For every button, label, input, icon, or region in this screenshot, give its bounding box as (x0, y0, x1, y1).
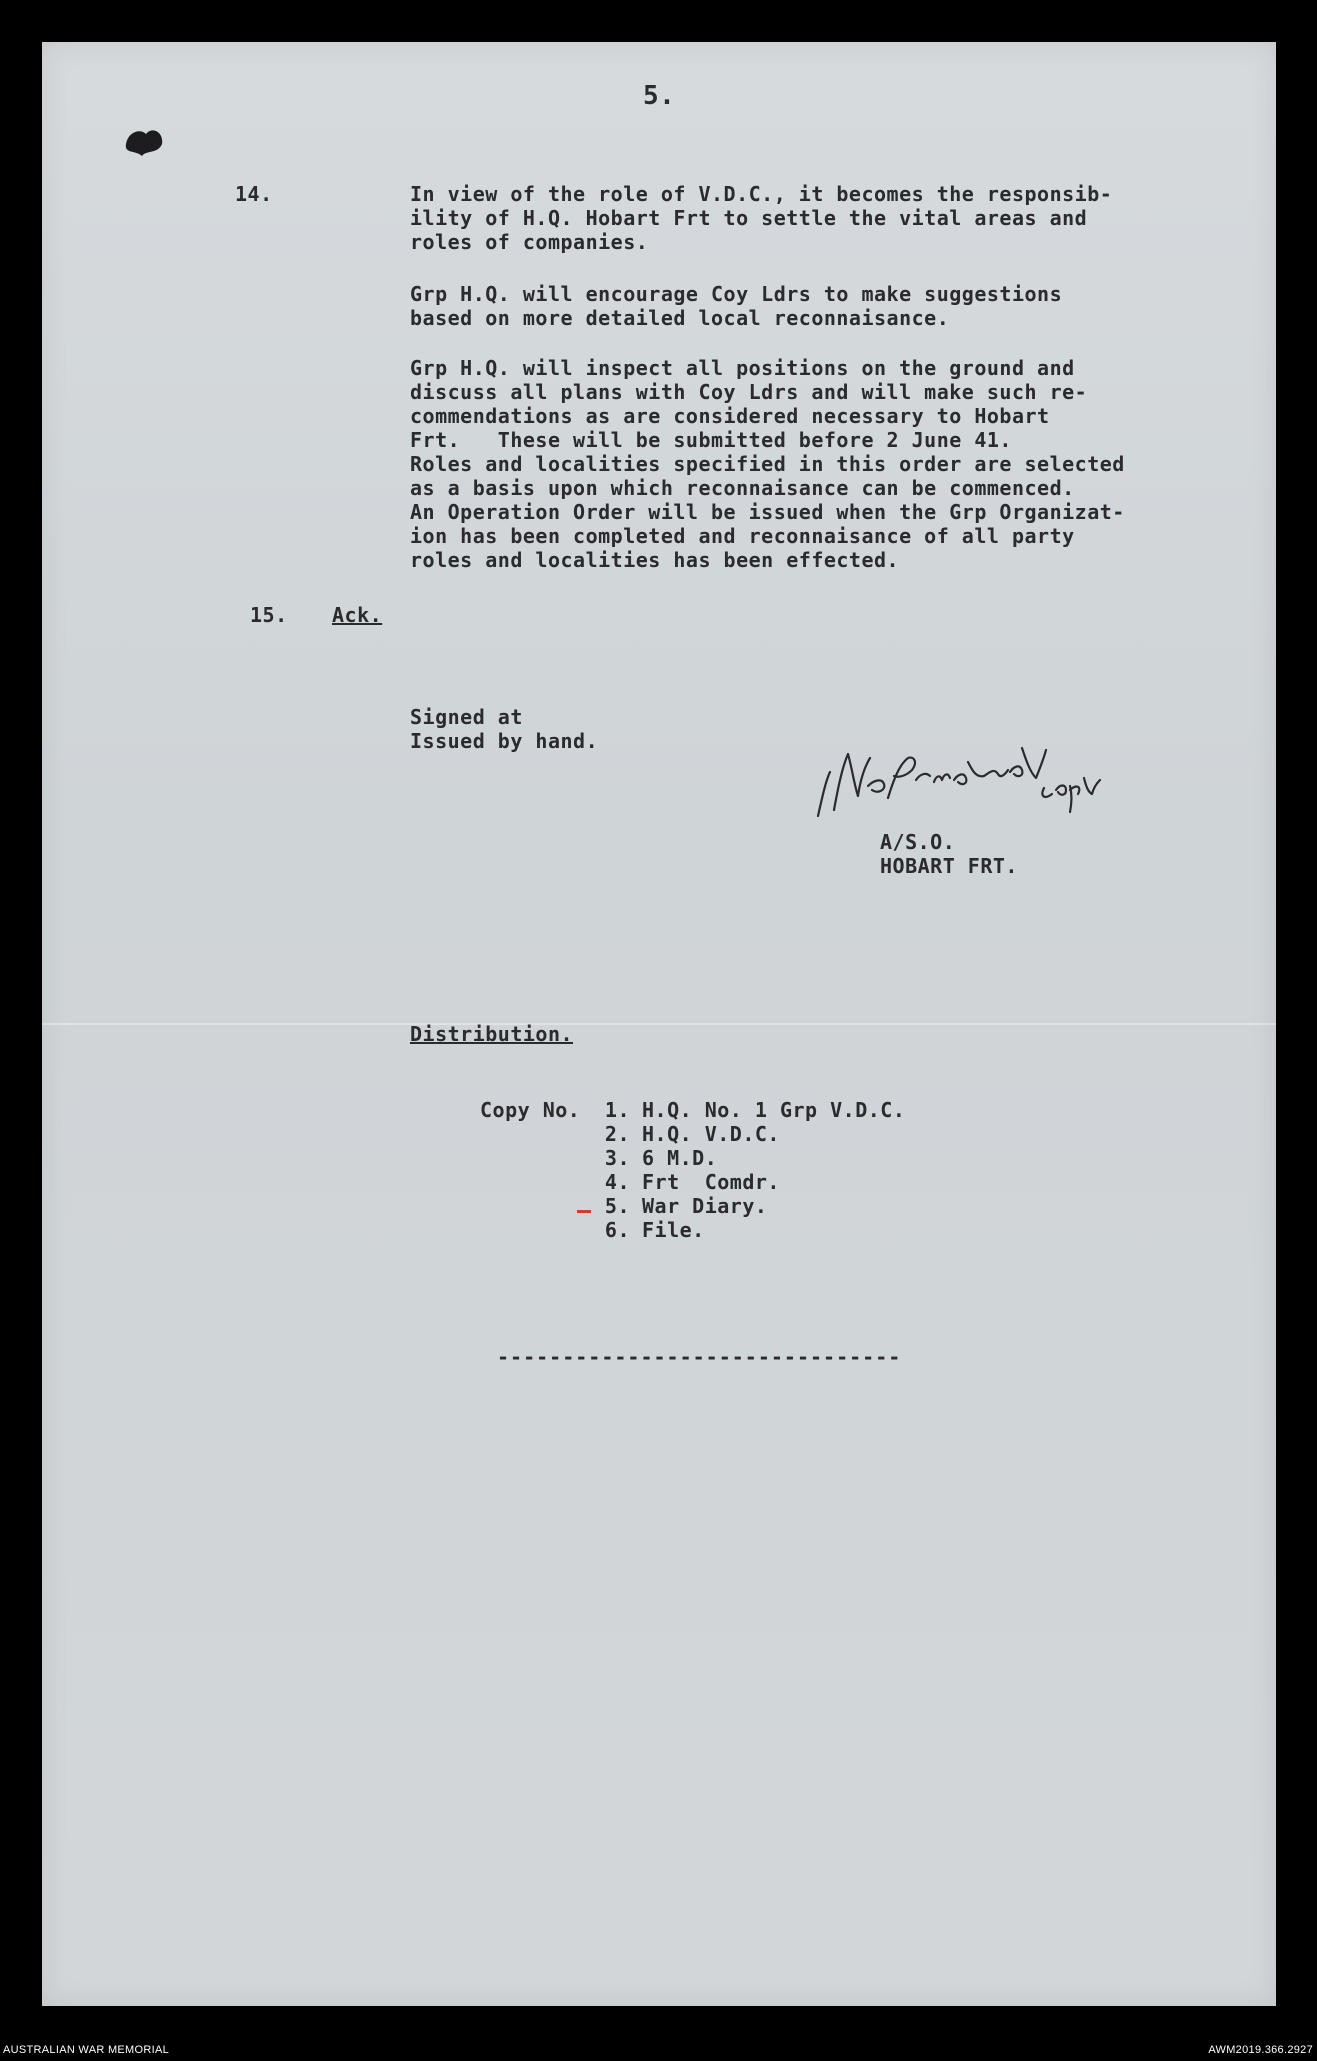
copy-recipient: H.Q. No. 1 Grp V.D.C. (642, 1098, 906, 1122)
copy-recipient: War Diary. (642, 1194, 768, 1218)
paragraph-14-block-3 (410, 356, 1270, 572)
signing-lines (410, 705, 598, 753)
paragraph-14-block-1 (410, 182, 1270, 254)
text-line: ion has been completed and reconnaisance of all party (410, 524, 1075, 548)
signatory-block (880, 830, 1018, 878)
ink-blot-mark (122, 124, 168, 160)
text-line: as a basis upon which reconnaisance can be commenced. (410, 476, 1075, 500)
text-line: ility of H.Q. Hobart Frt to settle the vital areas and (410, 206, 1088, 230)
text-line: roles and localities has been effected. (410, 548, 900, 572)
paragraph-number-14: 14. (235, 182, 273, 206)
distribution-heading: Distribution. (410, 1022, 574, 1046)
page-number: 5. (643, 81, 676, 111)
copy-number: 2. (604, 1122, 630, 1146)
footer-archive-name: AUSTRALIAN WAR MEMORIAL (3, 2044, 170, 2056)
distribution-item (580, 1170, 905, 1194)
footer-reference-id: AWM2019.366.2927 (1208, 2044, 1313, 2056)
text-line: Frt. These will be submitted before 2 June 41. (410, 428, 1012, 452)
copy-recipient: H.Q. V.D.C. (642, 1122, 780, 1146)
issued-by-line: Issued by hand. (410, 729, 599, 753)
ack-heading: Ack. (332, 603, 383, 627)
distribution-item (580, 1146, 905, 1170)
text-line: In view of the role of V.D.C., it becomes the responsib- (410, 182, 1113, 206)
signatory-title: A/S.O. (880, 830, 956, 854)
closing-rule: ------------------------------- (497, 1345, 902, 1369)
copy-number: 5. (604, 1194, 630, 1218)
text-line: Roles and localities specified in this order are selected (410, 452, 1125, 476)
distribution-item (580, 1218, 905, 1242)
text-line: based on more detailed local reconnaisance. (410, 306, 950, 330)
text-line: commendations as are considered necessary to Hobart (410, 404, 1050, 428)
distribution-item (580, 1122, 905, 1146)
signatory-unit: HOBART FRT. (880, 854, 1018, 878)
text-line: Grp H.Q. will encourage Coy Ldrs to make suggestions (410, 282, 1063, 306)
distribution-item (580, 1098, 905, 1122)
paragraph-number-15: 15. (250, 603, 288, 627)
copy-number-label: Copy No. (480, 1098, 581, 1122)
paragraph-14-block-2 (410, 282, 1270, 330)
signed-at-line: Signed at (410, 705, 523, 729)
distribution-list (580, 1098, 905, 1242)
text-line: roles of companies. (410, 230, 649, 254)
text-line: An Operation Order will be issued when the Grp Organizat- (410, 500, 1125, 524)
copy-recipient: File. (642, 1218, 705, 1242)
copy-recipient: Frt Comdr. (642, 1170, 780, 1194)
copy-recipient: 6 M.D. (642, 1146, 718, 1170)
copy-number: 6. (604, 1218, 630, 1242)
distribution-item (580, 1194, 905, 1218)
handwritten-signature (808, 728, 1108, 828)
paper-fold (42, 1023, 1276, 1025)
red-pencil-mark (577, 1210, 591, 1213)
copy-number: 4. (604, 1170, 630, 1194)
copy-number: 1. (604, 1098, 630, 1122)
copy-number: 3. (604, 1146, 630, 1170)
text-line: discuss all plans with Coy Ldrs and will make such re- (410, 380, 1088, 404)
text-line: Grp H.Q. will inspect all positions on the ground and (410, 356, 1075, 380)
